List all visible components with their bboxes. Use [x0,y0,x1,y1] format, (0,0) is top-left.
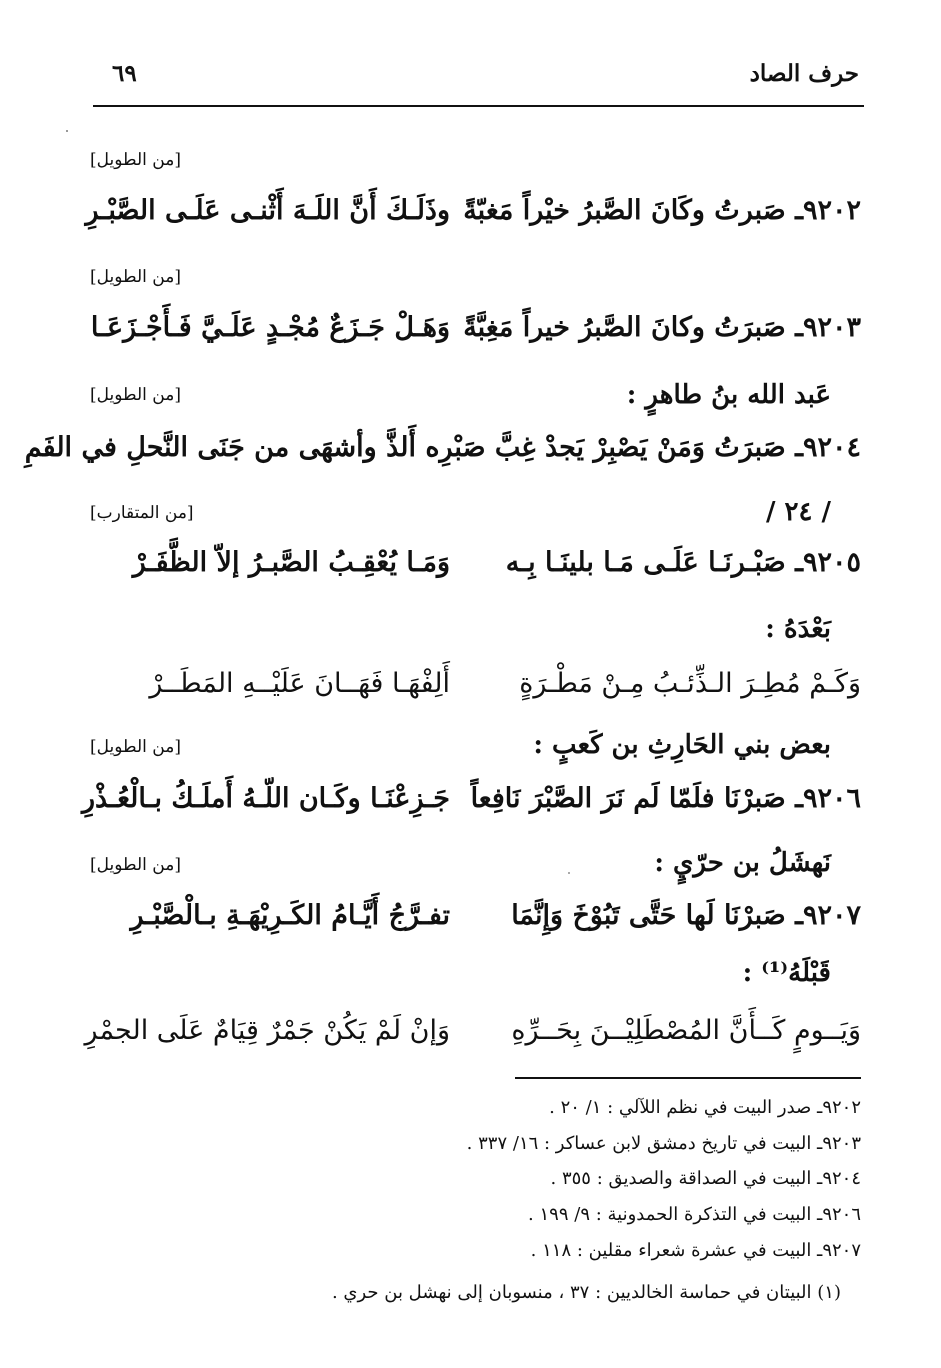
meter-label: [من الطويل] [90,855,181,875]
footnote: ٩٢٠٦ـ البيت في التذكرة الحمدونية : ٩/ ١٩٩ . [528,1204,861,1225]
meter-label: [من الطويل] [90,267,181,287]
verse-hemistich-second: أَلِفْهَـا فَهَــانَ عَلَيْــهِ المَطَــرْ [149,668,450,699]
verse-hemistich-first: ٩٢٠٦ـ صَبرْنَا فلَمّا لَم نَرَ الصَّبْرَ نَافِعاً [470,783,861,814]
meter-label: [من الطويل] [90,385,181,405]
verse-hemistich-first: ٩٢٠٣ـ صَبرَتُ وكانَ الصَّبرُ خيراً مَغِبَّةً [463,312,861,343]
meter-label: [من الطويل] [90,150,181,170]
verse-hemistich-second: وَإنْ لَمْ يَكُنْ جَمْرٌ قِيَامٌ عَلَى الجمْرِ [84,1015,450,1046]
footnote: (١) البيتان في حماسة الخالديين : ٣٧ ، منسوبان إلى نهشل بن حري . [331,1282,841,1303]
poet-attribution: عَبد الله بنُ طاهرٍ : [626,380,831,410]
verse-hemistich-second: تفـرَّجُ أَيَّـامُ الكَـرِيْهَـةِ بـالْصَّبْـرِ [130,900,450,931]
verse-hemistich-second: جَـزِعْنَـا وكَـان اللّـهُ أَملَـكُ بـالْعُـذْرِ [82,783,450,814]
page-reference: / ٢٤ / [765,497,831,527]
verse-hemistich-first: وَيَــومٍ كَــأَنَّ المُصْطَلِيْــنَ بِحَــرِّهِ [511,1015,861,1046]
scan-speck [66,130,68,132]
verse-hemistich-first: وَكَـمْ مُطِـرَ الـذِّئـبُ مِـنْ مَطْـرَةٍ [519,668,861,699]
meter-label: [من الطويل] [90,737,181,757]
page-number: ٦٩ [112,60,137,87]
verse-hemistich-first: ٩٢٠٢ـ صَبرتُ وكَانَ الصَّبرُ خيْراً مَغبّةً [463,195,861,226]
header-rule [93,105,864,107]
footnote-rule [515,1077,861,1079]
footnote: ٩٢٠٤ـ البيت في الصداقة والصديق : ٣٥٥ . [550,1168,861,1189]
scan-speck [568,872,570,874]
verse-hemistich-second: وذَلَـكَ أَنَّ اللَـهَ أَثْنـى عَلَـى الصَّبْـرِ [85,195,450,226]
running-header-title: حرف الصاد [749,60,859,87]
verse-hemistich-second: وَهَـلْ جَـزَعٌ مُجْـدٍ عَلَـيَّ فَـأَجْـزَعَـا [90,312,450,343]
verse-hemistich-first: ٩٢٠٧ـ صَبرْنَا لَها حَتَّى تَبُوْخَ وَإِنَّمَا [511,900,861,931]
poet-attribution: نَهشَلُ بن حرّيٍ : [654,848,831,878]
verse-hemistich-second: وَمَـا يُعْقِـبُ الصَّبـرُ إلاّ الظَّفَـرْ [132,547,450,578]
poet-attribution: بعض بني الحَارِثِ بن كَعبٍ : [533,730,831,760]
attribution-preceding: قَبْلَهُ⁽¹⁾ : [742,958,831,988]
verse-hemistich-first: ٩٢٠٥ـ صَبْـرنَـا عَلَـى مَـا بلينَـا بِـه [505,547,861,578]
footnote: ٩٢٠٢ـ صدر البيت في نظم اللآلي : ١/ ٢٠ . [549,1097,861,1118]
footnote: ٩٢٠٣ـ البيت في تاريخ دمشق لابن عساكر : ١٦/ ٣٣٧ . [466,1133,861,1154]
meter-label: [من المتقارب] [90,503,194,523]
verse-full-line: ٩٢٠٤ـ صَبرَتُ وَمَنْ يَصْبِرْ يَجدْ غِبَّ صَبْرِه أَلذَّ وأشهَى من جَنَى النَّحلِ في الفَمِ [24,432,861,463]
footnote: ٩٢٠٧ـ البيت في عشرة شعراء مقلين : ١١٨ . [530,1240,861,1261]
attribution-following: بَعْدَهُ : [765,614,831,644]
